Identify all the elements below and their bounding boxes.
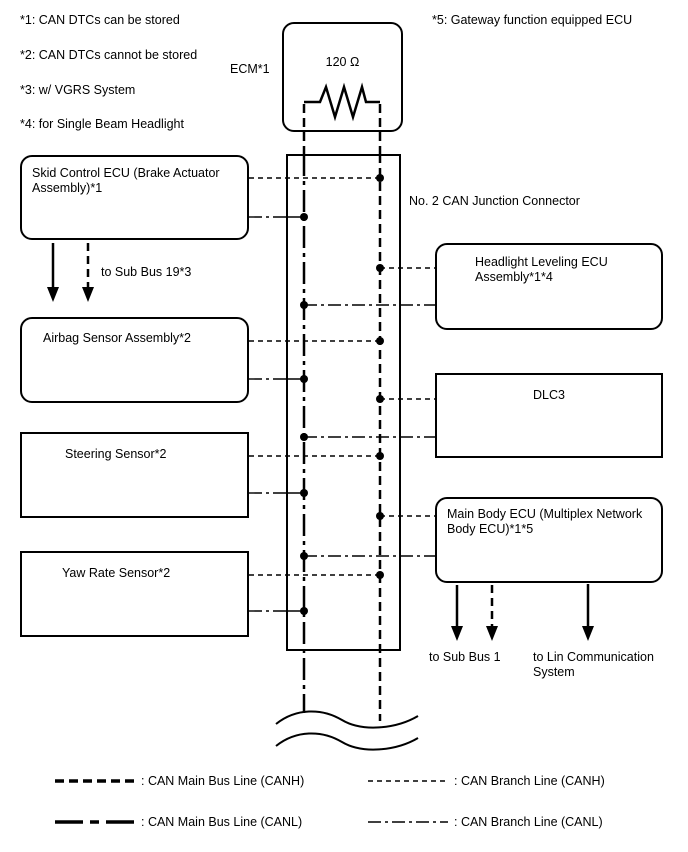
headlight-leveling-ecu-label: Headlight Leveling ECU Assembly*1*4 [475, 255, 608, 285]
skid-control-ecu-box [20, 155, 249, 240]
sub-bus-1-canl-arrowhead [451, 626, 463, 641]
legend-main-canh [55, 773, 304, 789]
legend-main-canl [55, 814, 302, 830]
airbag-sensor-box [20, 317, 249, 403]
yaw-rate-sensor-label: Yaw Rate Sensor*2 [62, 566, 171, 580]
steering-sensor-label: Steering Sensor*2 [65, 447, 167, 461]
headlight-leveling-ecu-box [435, 243, 663, 330]
break-wave-top [276, 711, 418, 727]
legend-branch-canl-label: : CAN Branch Line (CANL) [454, 815, 603, 829]
sub-bus-1-arrows [451, 585, 498, 641]
junction-connector-box [286, 154, 401, 651]
ecm-box [282, 22, 403, 132]
footnote-5: *5: Gateway function equipped ECU [432, 13, 633, 27]
legend-branch-canh-sample [368, 777, 448, 785]
legend-main-canl-sample [55, 818, 135, 826]
break-wave-bottom [276, 733, 418, 749]
dlc3-box [435, 373, 663, 458]
legend-branch-canl-sample [368, 818, 448, 826]
steering-sensor-box [20, 432, 249, 518]
sub-bus-19-canh-arrowhead [82, 287, 94, 302]
dlc3-label: DLC3 [533, 388, 565, 402]
footnote-1: *1: CAN DTCs can be stored [20, 13, 180, 27]
sub-bus-1-canh-arrowhead [486, 626, 498, 641]
main-body-ecu-box [435, 497, 663, 583]
airbag-sensor-label: Airbag Sensor Assembly*2 [43, 331, 191, 345]
legend-main-canh-sample [55, 777, 135, 785]
sub-bus-19-arrows [47, 243, 94, 302]
terminating-resistor-label: 120 Ω [325, 55, 360, 69]
legend-branch-canh-label: : CAN Branch Line (CANH) [454, 774, 605, 788]
legend-main-canl-label: : CAN Main Bus Line (CANL) [141, 815, 303, 829]
ecm-label: ECM*1 [230, 62, 270, 76]
main-body-ecu-label: Main Body ECU (Multiplex Network Body ECU)*1*5 [447, 507, 643, 537]
legend-branch-canh [368, 773, 605, 789]
footnote-3: *3: w/ VGRS System [20, 83, 136, 97]
to-lin-label: to Lin Communication System [533, 650, 654, 679]
legend-branch-canl [368, 814, 603, 830]
lin-arrowhead [582, 626, 594, 641]
yaw-rate-sensor-box [20, 551, 249, 637]
legend-main-canh-label: : CAN Main Bus Line (CANH) [141, 774, 305, 788]
to-sub-bus-1-label: to Sub Bus 1 [429, 650, 501, 664]
junction-connector-label: No. 2 CAN Junction Connector [409, 194, 580, 208]
to-sub-bus-19-label: to Sub Bus 19*3 [101, 265, 192, 279]
break-waves [276, 711, 418, 749]
footnote-2: *2: CAN DTCs cannot be stored [20, 48, 198, 62]
skid-control-ecu-label: Skid Control ECU (Brake Actuator Assembly)*1 [32, 166, 220, 196]
footnote-4: *4: for Single Beam Headlight [20, 117, 184, 131]
sub-bus-19-canl-arrowhead [47, 287, 59, 302]
lin-arrow [582, 584, 594, 641]
